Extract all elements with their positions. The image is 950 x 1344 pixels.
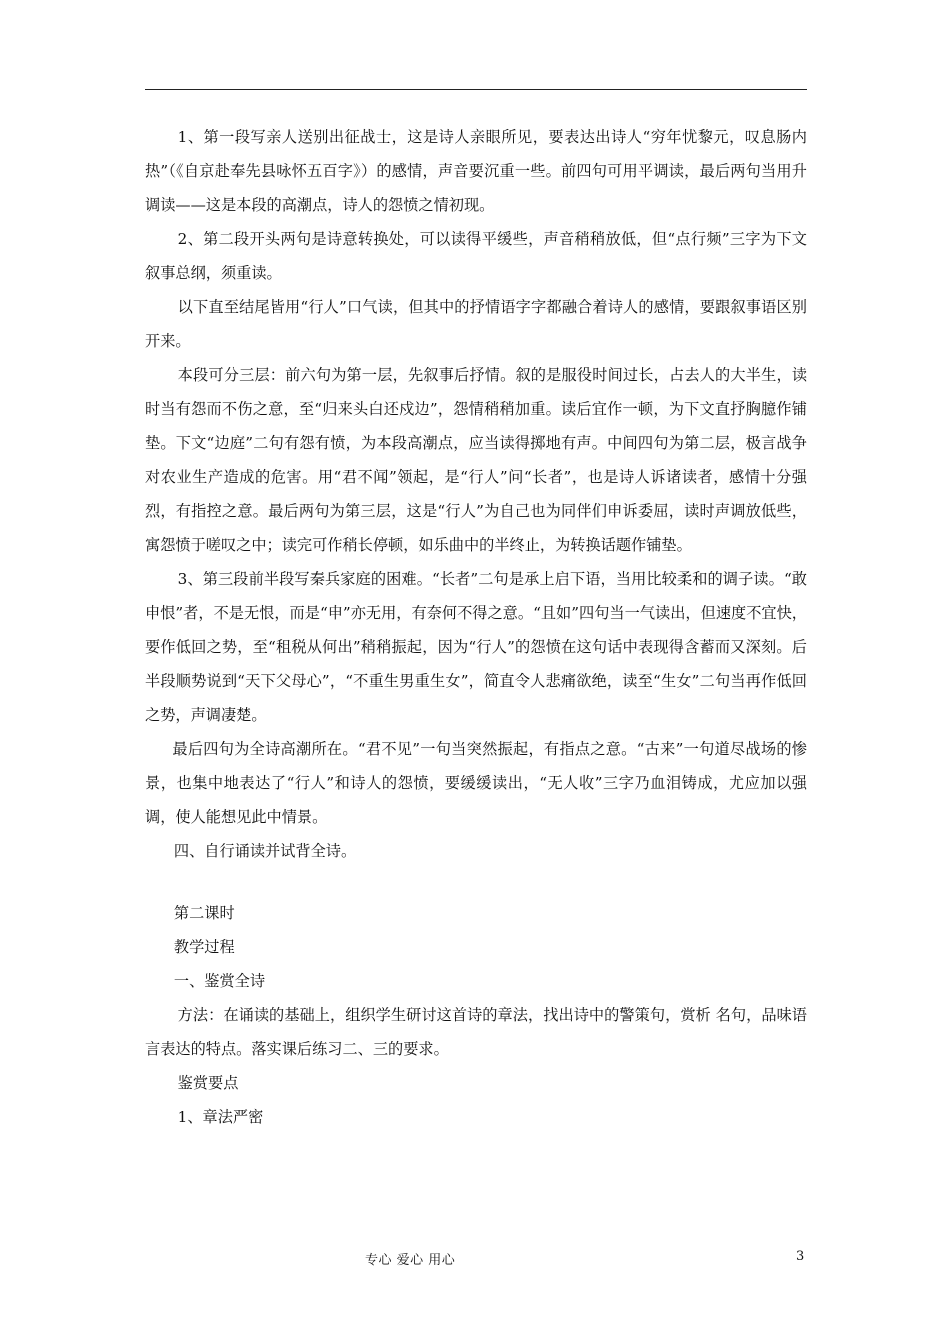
paragraph-1: 1、第一段写亲人送别出征战士，这是诗人亲眼所见，要表达出诗人“穷年忧黎元，叹息肠内热”（《自京赴奉先县咏怀五百字》）的感情，声音要沉重一些。前四句可用平调读，最后两句当用升调读——这是本段的高潮点，诗人的怨愤之情初现。 — [145, 128, 807, 214]
paragraph-5: 3、第三段前半段写秦兵家庭的困难。“长者”二句是承上启下语，当用比较柔和的调子读。“敢申恨”者，不是无恨，而是“申”亦无用，有奈何不得之意。“且如”四句当一气读出，但速度不宜快，要作低回之势，至“租税从何出”稍稍振起，因为“行人”的怨愤在这句话中表现得含蓄而又深刻。后半段顺势说到“天下父母心”，“不重生男重生女”，简直令人悲痛欲绝，读至“生女”二句当再作低回之势，声调凄楚。 — [145, 570, 807, 724]
paragraph-7: 四、自行诵读并试背全诗。 — [173, 842, 357, 860]
document-body — [145, 120, 807, 1134]
section-heading: 一、鉴赏全诗 — [173, 972, 265, 990]
paragraph-6: 最后四句为全诗高潮所在。“君不见”一句当突然振起，有指点之意。“古来”一句道尽战场的惨景，也集中地表达了“行人”和诗人的怨愤，要缓缓读出，“无人收”三字乃血泪铸成，尤应加以强调，使人能想见此中情景。 — [145, 740, 807, 826]
header-rule — [145, 89, 807, 90]
point-1: 1、章法严密 — [177, 1108, 264, 1126]
lesson-process: 教学过程 — [173, 938, 235, 956]
method-paragraph: 方法：在诵读的基础上，组织学生研讨这首诗的章法，找出诗中的警策句，赏析 名句，品味语言表达的特点。落实课后练习二、三的要求。 — [145, 1006, 807, 1058]
page-number: 3 — [796, 1249, 805, 1264]
paragraph-2: 2、第二段开头两句是诗意转换处，可以读得平缓些，声音稍稍放低，但“点行频”三字为下文叙事总纲，须重读。 — [145, 230, 807, 282]
paragraph-3: 以下直至结尾皆用“行人”口气读，但其中的抒情语字字都融合着诗人的感情，要跟叙事语区别开来。 — [145, 298, 807, 350]
paragraph-4: 本段可分三层：前六句为第一层，先叙事后抒情。叙的是服役时间过长，占去人的大半生，读时当有怨而不伤之意，至“归来头白还戍边”，怨情稍稍加重。读后宜作一顿，为下文直抒胸臆作铺垫。下文“边庭”二句有怨有愤，为本段高潮点，应当读得掷地有声。中间四句为第二层，极言战争对农业生产造成的危害。用“君不闻”领起，是“行人”问“长者”，也是诗人诉诸读者，感情十分强烈，有指控之意。最后两句为第三层，这是“行人”为自己也为同伴们申诉委屈，读时声调放低些，寓怨愤于嗟叹之中；读完可作稍长停顿，如乐曲中的半终止，为转换话题作铺垫。 — [145, 366, 807, 554]
section-gap — [145, 868, 807, 896]
lesson-title: 第二课时 — [173, 904, 235, 922]
footer-motto: 专心 爱心 用心 — [365, 1253, 456, 1268]
points-title: 鉴赏要点 — [177, 1074, 239, 1092]
